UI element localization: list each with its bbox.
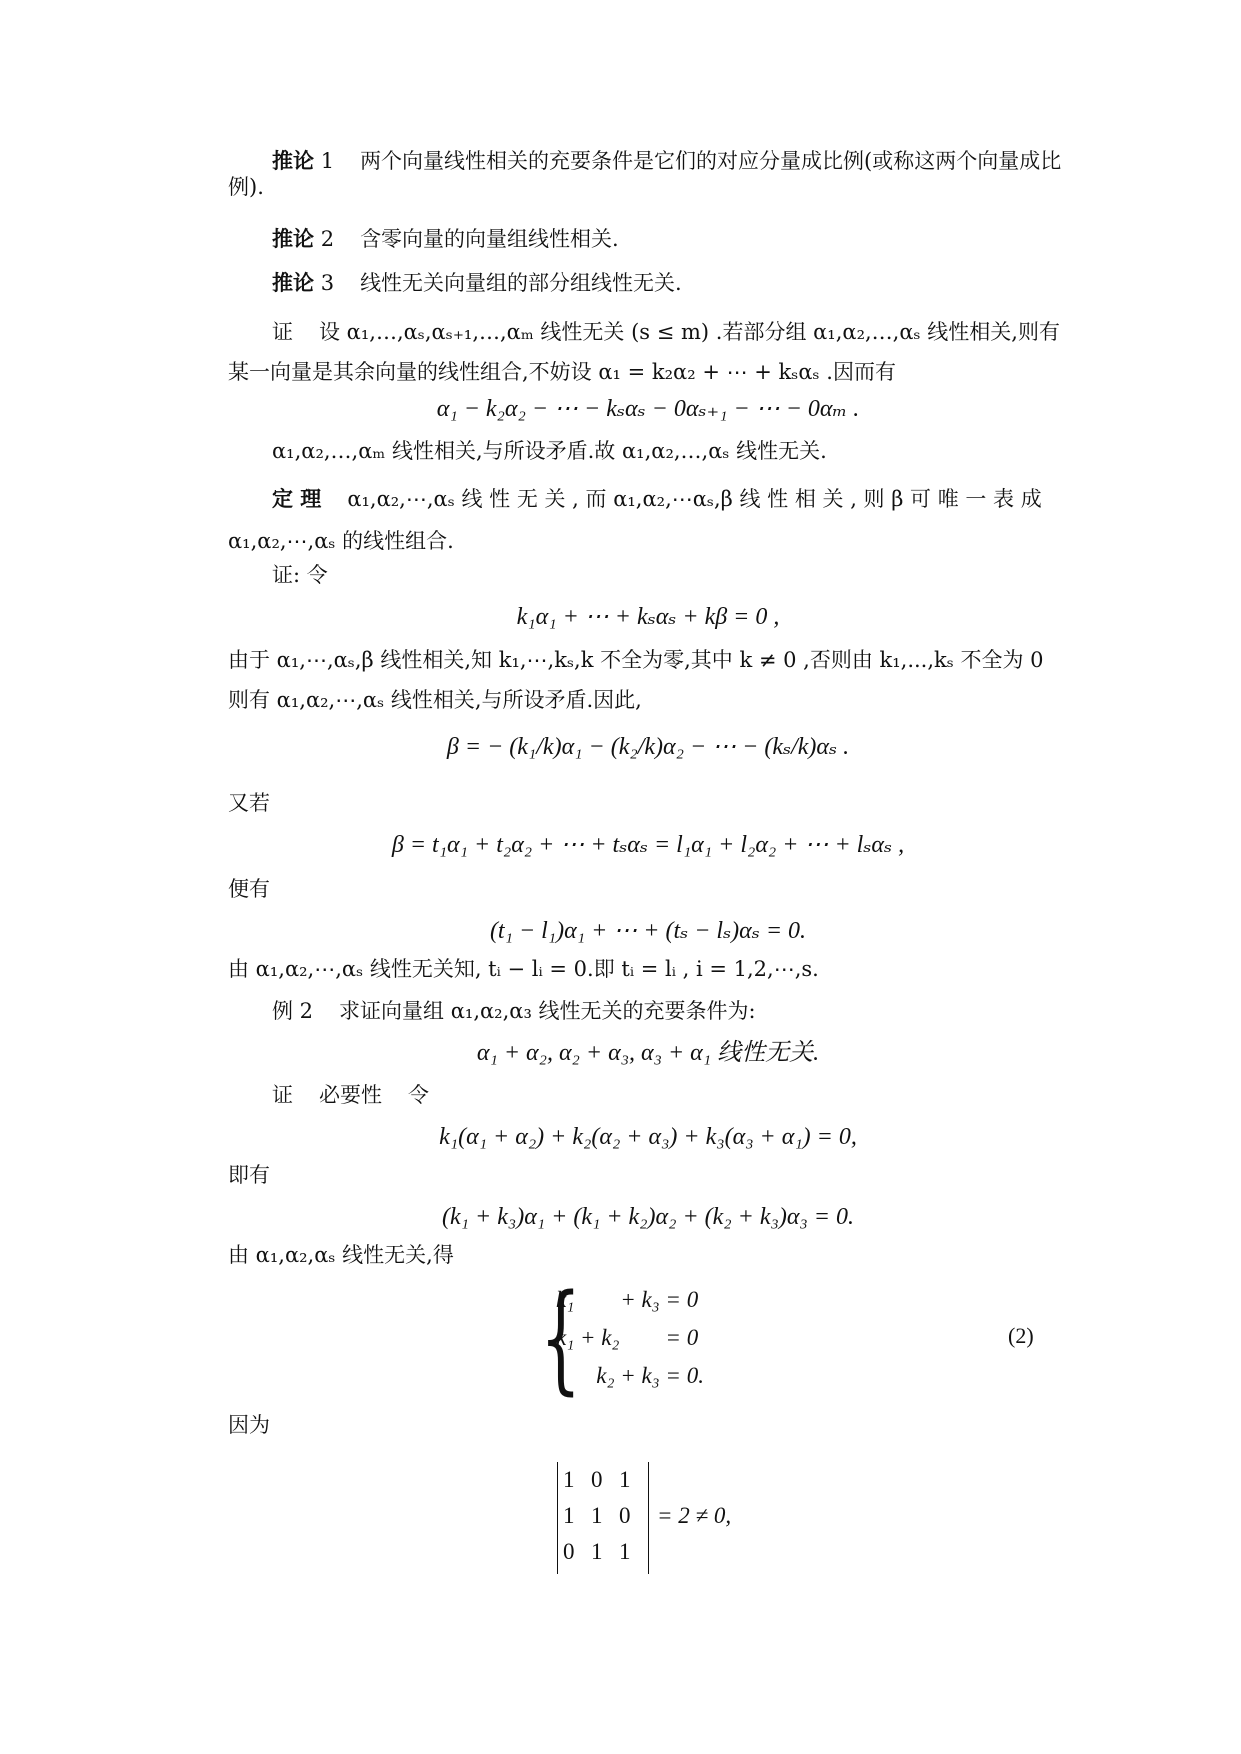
- corollary-number: 3: [320, 271, 335, 295]
- proof-3-equation-2: (k₁ + k₃)α₁ + (k₁ + k₂)α₂ + (k₂ + k₃)α₃ = 0.: [442, 1204, 854, 1230]
- proof-1-paragraph: [228, 312, 1068, 392]
- let-label: 令: [408, 1083, 429, 1107]
- proof-label: 证: [272, 1083, 293, 1107]
- proof-2-text-4: 由 α₁,α₂,⋯,αₛ 线性无关知, tᵢ − lᵢ = 0.即 tᵢ = lᵢ , i = 1,2,⋯,s.: [228, 957, 819, 981]
- necessity-label: 必要性: [319, 1083, 382, 1107]
- determinant-cell: 0: [591, 1467, 603, 1492]
- determinant-row: [563, 1538, 647, 1567]
- corollary-label: 推论: [272, 227, 314, 251]
- example-2: [228, 998, 1068, 1024]
- system-row: k₁ + k₃ = 0: [556, 1287, 699, 1312]
- proof-2-equation-3: β = t₁α₁ + t₂α₂ + ⋯ + tₛαₛ = l₁α₁ + l₂α₂ + ⋯ + lₛαₛ ,: [391, 832, 905, 858]
- determinant-cell: 0: [619, 1503, 631, 1528]
- determinant-row: [563, 1466, 647, 1495]
- corollary-number: 2: [320, 227, 335, 251]
- corollary-label: 推论: [272, 271, 314, 295]
- equation-number: (2): [1008, 1323, 1034, 1348]
- corollary-number: 1: [320, 149, 335, 173]
- determinant-cell: 1: [619, 1539, 631, 1564]
- proof-2-text-2: 又若: [228, 791, 270, 815]
- corollary-3: [228, 270, 1068, 296]
- proof-2-equation-1: k₁α₁ + ⋯ + kₛαₛ + kβ = 0 ,: [516, 604, 780, 630]
- determinant-cell: 1: [591, 1539, 603, 1564]
- determinant-result: = 2 ≠ 0,: [657, 1503, 732, 1528]
- theorem-label: 定 理: [272, 487, 322, 511]
- proof-3-lead: [228, 1082, 1068, 1108]
- corollary-1: [228, 148, 1068, 201]
- proof-2-equation-4: (t₁ − l₁)α₁ + ⋯ + (tₛ − lₛ)αₛ = 0.: [489, 918, 807, 944]
- proof-2-lead: 证: 令: [272, 563, 328, 587]
- example-text: 求证向量组 α₁,α₂,α₃ 线性无关的充要条件为:: [339, 999, 756, 1023]
- system-row: k₁ + k₂ = 0: [556, 1325, 699, 1350]
- proof-2-text-3: 便有: [228, 877, 270, 901]
- proof-3-text-3: 因为: [228, 1413, 270, 1437]
- corollary-text: 线性无关向量组的部分组线性无关.: [360, 271, 682, 295]
- determinant-cell: 1: [619, 1467, 631, 1492]
- corollary-2: [228, 226, 1068, 252]
- theorem: [228, 478, 1068, 562]
- corollary-text: 含零向量的向量组线性相关.: [360, 227, 619, 251]
- proof-3-text-2: 由 α₁,α₂,αₛ 线性无关,得: [228, 1243, 454, 1267]
- example-2-equation: α₁ + α₂, α₂ + α₃, α₃ + α₁ 线性无关.: [476, 1040, 820, 1066]
- proof-1-conclusion: α₁,α₂,…,αₘ 线性相关,与所设矛盾.故 α₁,α₂,…,αₛ 线性无关.: [272, 439, 827, 463]
- proof-3-text-1: 即有: [228, 1163, 270, 1187]
- proof-1-equation: α₁ − k₂α₂ − ⋯ − kₛαₛ − 0αₛ₊₁ − ⋯ − 0αₘ .: [436, 396, 860, 422]
- proof-2-text-1: 由于 α₁,⋯,αₛ,β 线性相关,知 k₁,⋯,kₛ,k 不全为零,其中 k ≠ 0 ,否则由 k₁,...,kₛ 不全为 0 则有 α₁,α₂,⋯,αₛ 线性相关,与所设矛盾.因此,: [228, 648, 1044, 712]
- proof-2-equation-2: β = − (k₁/k)α₁ − (k₂/k)α₂ − ⋯ − (kₛ/k)αₛ .: [446, 734, 850, 760]
- corollary-label: 推论: [272, 149, 314, 173]
- system-row: k₂ + k₃ = 0.: [556, 1363, 704, 1388]
- example-label: 例 2: [272, 999, 314, 1023]
- determinant-cell: 1: [591, 1503, 603, 1528]
- proof-3-equation-1: k₁(α₁ + α₂) + k₂(α₂ + α₃) + k₃(α₃ + α₁) = 0,: [439, 1124, 857, 1150]
- corollary-text: 两个向量线性相关的充要条件是它们的对应分量成比例(或称这两个向量成比例).: [228, 149, 1062, 200]
- determinant-cell: 1: [563, 1467, 575, 1492]
- determinant-cell: 0: [563, 1539, 575, 1564]
- proof-label: 证: [272, 320, 293, 344]
- determinant-cell: 1: [563, 1503, 575, 1528]
- determinant-row: [563, 1502, 647, 1531]
- proof-text: 设 α₁,…,αₛ,αₛ₊₁,…,αₘ 线性无关 (s ≤ m) .若部分组 α₁,α₂,…,αₛ 线性相关,则有某一向量是其余向量的线性组合,不妨设 α₁ = k₂α₂ + ⋯ + kₛαₛ .因而有: [228, 320, 1060, 384]
- theorem-text: α₁,α₂,⋯,αₛ 线 性 无 关 , 而 α₁,α₂,⋯αₛ,β 线 性 相 关 , 则 β 可 唯 一 表 成 α₁,α₂,⋯,αₛ 的线性组合.: [228, 487, 1042, 553]
- left-brace: {: [540, 1268, 582, 1406]
